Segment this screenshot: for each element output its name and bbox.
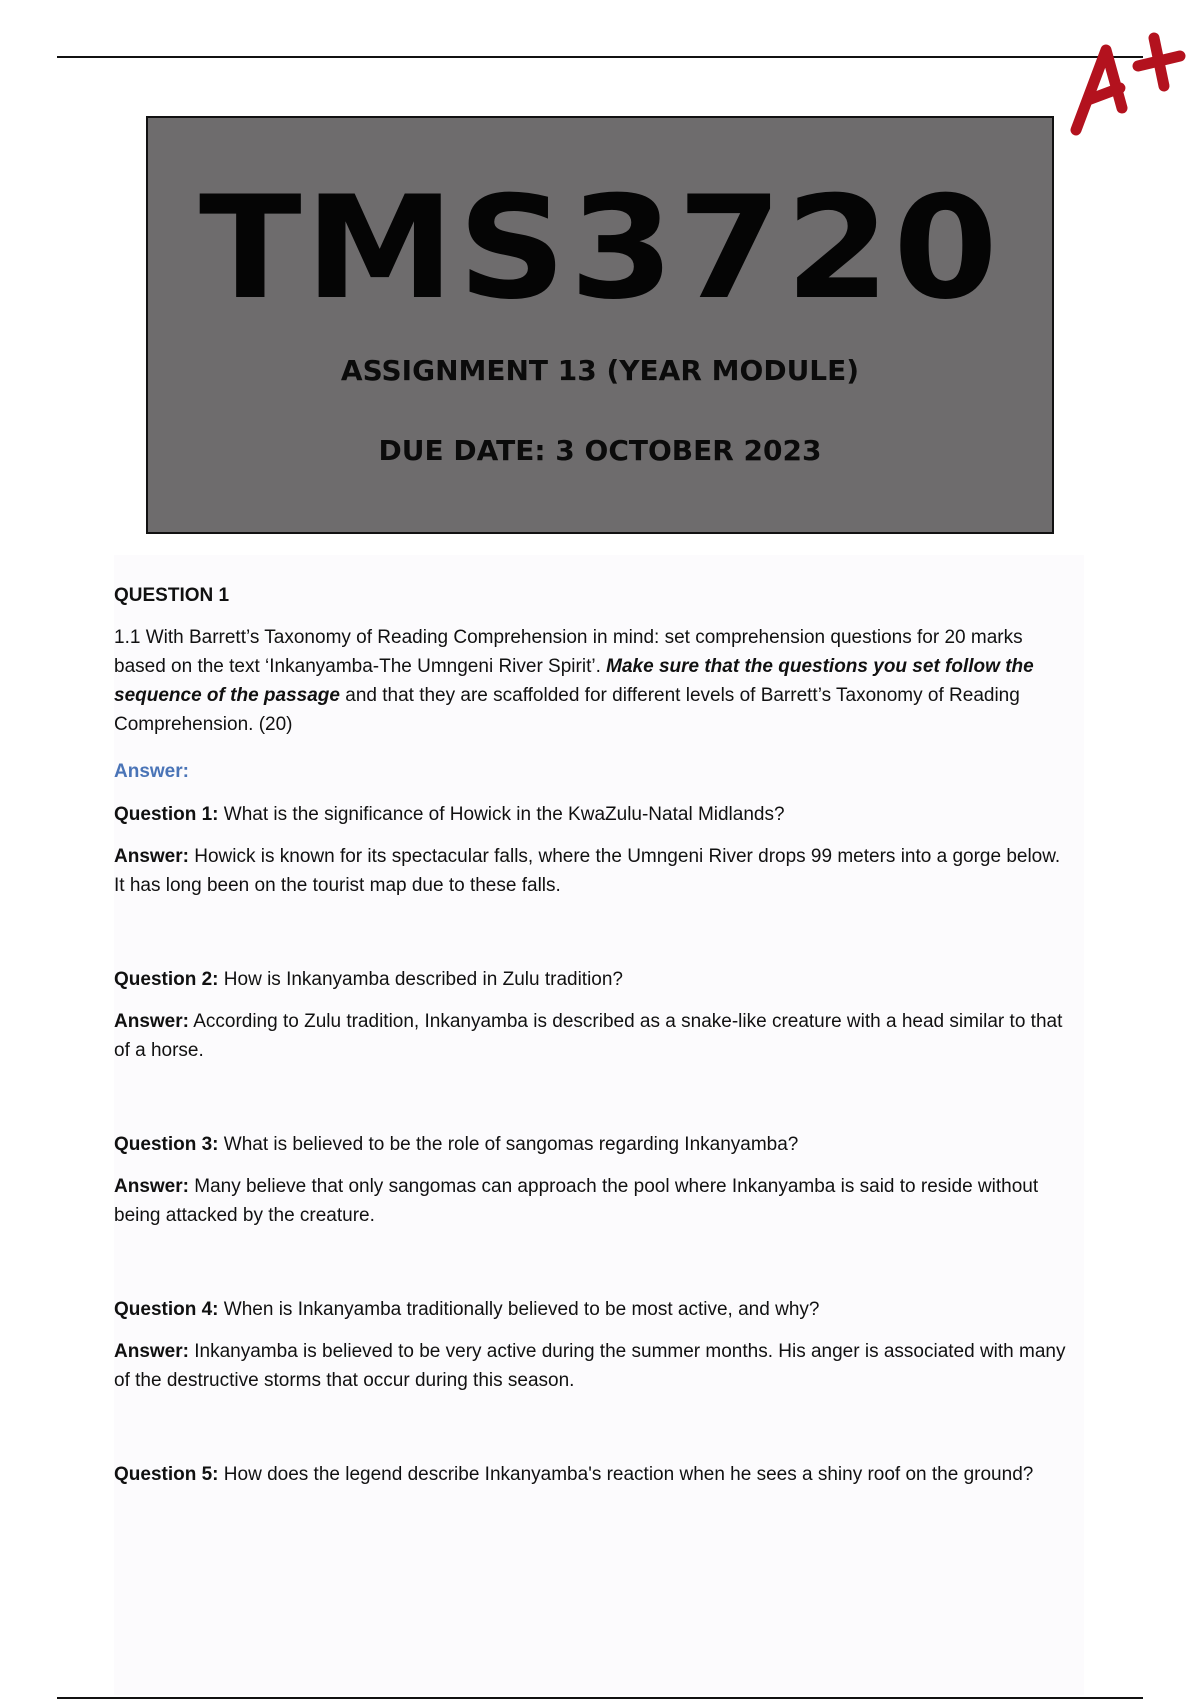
qa-answer xyxy=(114,1172,1074,1230)
qa-question xyxy=(114,965,1074,994)
question-text: What is the significance of Howick in the KwaZulu-Natal Midlands? xyxy=(218,804,785,825)
answer-label: Answer: xyxy=(114,1176,189,1197)
qa-question xyxy=(114,1295,1074,1324)
intro-emphasis: Make sure that the questions you set follow the sequence of the passage xyxy=(114,656,1034,706)
qa-answer xyxy=(114,842,1074,900)
qa-question xyxy=(114,800,1074,829)
question-text: How is Inkanyamba described in Zulu tradition? xyxy=(218,969,623,990)
qa-question xyxy=(114,1460,1074,1489)
qa-item xyxy=(114,1460,1074,1502)
qa-item xyxy=(114,800,1074,900)
qa-item xyxy=(114,1130,1074,1230)
question-intro xyxy=(114,623,1074,739)
qa-item xyxy=(114,1295,1074,1395)
qa-question xyxy=(114,1130,1074,1159)
answer-text: According to Zulu tradition, Inkanyamba is described as a snake-like creature with a head similar to that of a horse. xyxy=(114,1011,1063,1061)
top-rule xyxy=(57,56,1143,58)
question-label: Question 3: xyxy=(114,1134,219,1155)
answer-text: Inkanyamba is believed to be very active during the summer months. His anger is associated with many of the destructive storms that occur during this season. xyxy=(114,1341,1066,1391)
question-text: What is believed to be the role of sangomas regarding Inkanyamba? xyxy=(218,1134,799,1155)
question-label: Question 5: xyxy=(114,1464,219,1485)
answer-label: Answer: xyxy=(114,761,189,782)
intro-text: 1.1 With Barrett’s Taxonomy of Reading Comprehension in mind: set comprehension questions for 20 marks based on the text ‘Inkanyamba-The Umngeni River Spirit’. xyxy=(114,627,1023,677)
answer-text: Many believe that only sangomas can approach the pool where Inkanyamba is said to reside without being attacked by the creature. xyxy=(114,1176,1039,1226)
answer-label: Answer: xyxy=(114,1011,189,1032)
due-date: DUE DATE: 3 OCTOBER 2023 xyxy=(378,434,822,467)
qa-item xyxy=(114,965,1074,1065)
assignment-title: ASSIGNMENT 13 (YEAR MODULE) xyxy=(340,354,860,387)
question-label: Question 2: xyxy=(114,969,219,990)
question-label: Question 4: xyxy=(114,1299,219,1320)
question-text: How does the legend describe Inkanyamba's reaction when he sees a shiny roof on the ground? xyxy=(218,1464,1034,1485)
cover-block xyxy=(146,116,1054,534)
course-code: TMS3720 xyxy=(198,166,1002,331)
question-label: Question 1: xyxy=(114,804,219,825)
intro-text-end: and that they are scaffolded for different levels of Barrett’s Taxonomy of Reading Comprehension. (20) xyxy=(114,685,1020,735)
question-text: When is Inkanyamba traditionally believed to be most active, and why? xyxy=(218,1299,820,1320)
answer-label: Answer: xyxy=(114,1341,189,1362)
grade-stamp xyxy=(1068,22,1188,142)
bottom-rule xyxy=(57,1697,1143,1699)
question-content xyxy=(114,555,1084,1695)
question-heading: QUESTION 1 xyxy=(114,585,230,606)
qa-answer xyxy=(114,1337,1074,1395)
answer-label: Answer: xyxy=(114,846,189,867)
answer-text: Howick is known for its spectacular falls, where the Umngeni River drops 99 meters into a gorge below. It has long been on the tourist map due to these falls. xyxy=(114,846,1061,896)
qa-answer xyxy=(114,1007,1074,1065)
